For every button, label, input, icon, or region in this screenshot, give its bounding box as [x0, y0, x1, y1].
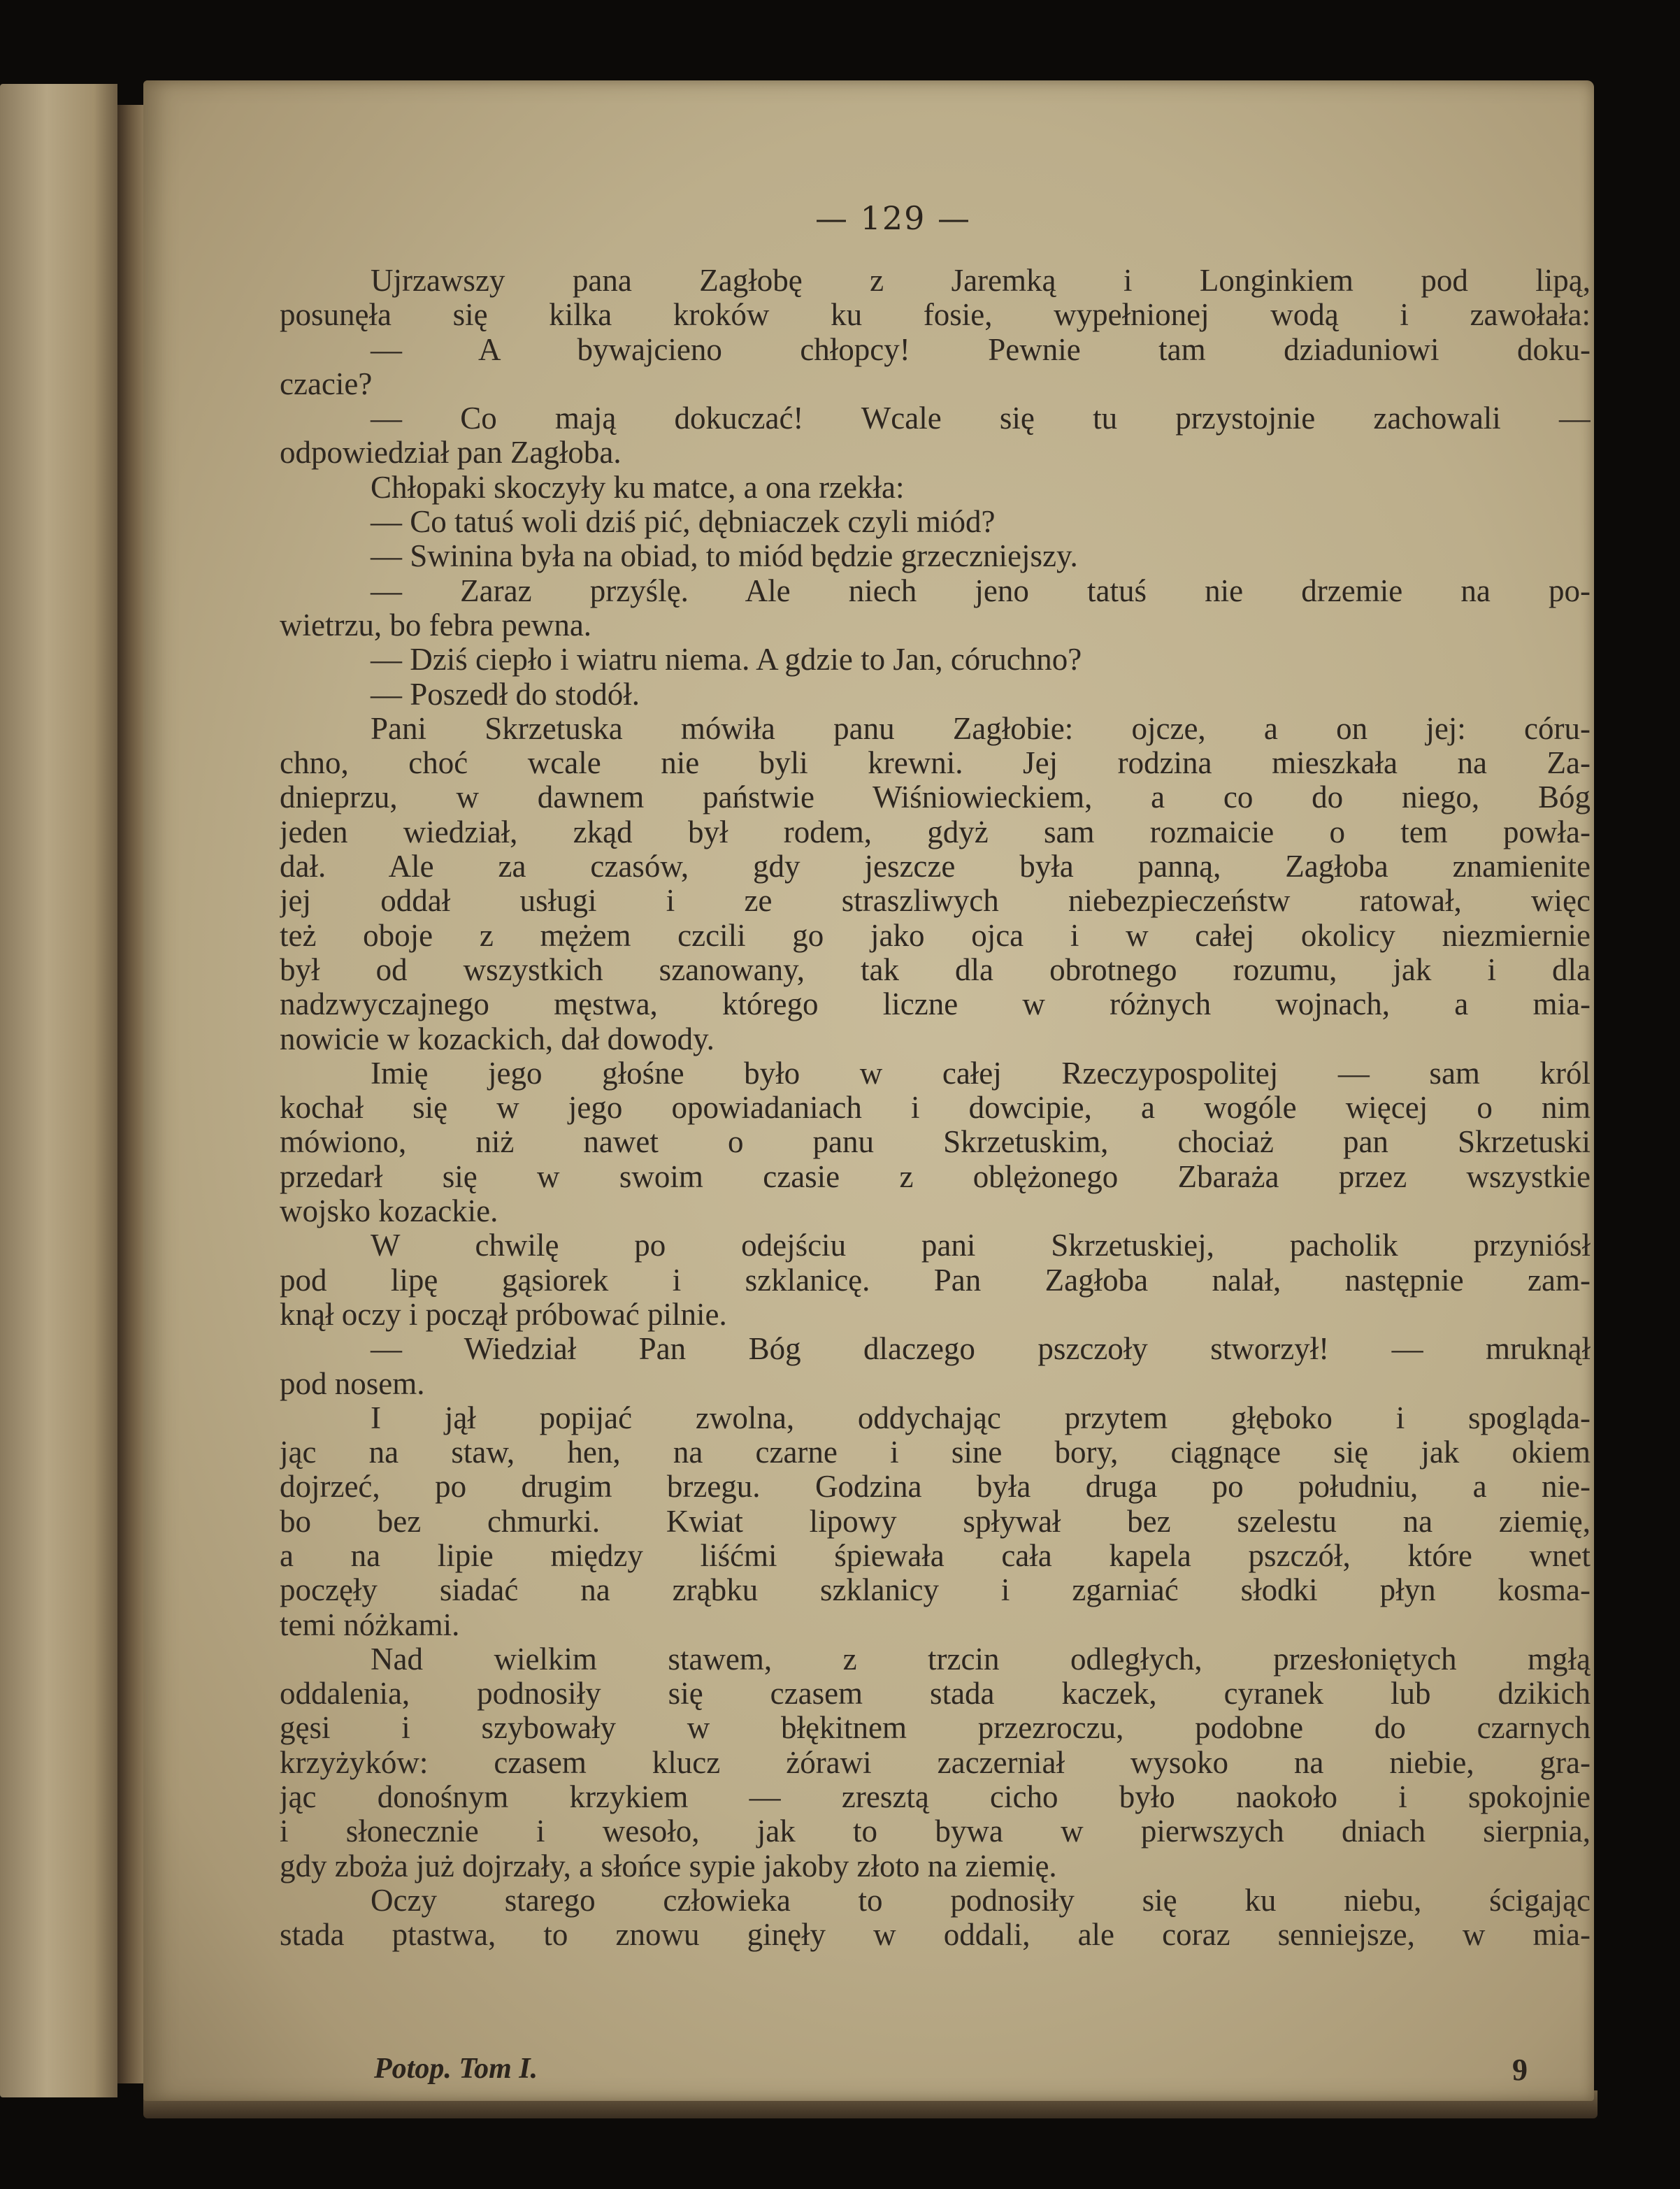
page-footer: [374, 2052, 1528, 2086]
text-line: dojrzeć, po drugim brzegu. Godzina była druga po południu, a nie-: [280, 1470, 1591, 1505]
page-number: — 129 —: [814, 199, 972, 237]
text-line: jąc donośnym krzykiem — zresztą cicho było naokoło i spokojnie: [280, 1780, 1591, 1815]
text-line: knął oczy i począł próbować pilnie.: [280, 1297, 727, 1332]
left-page-edge: [0, 84, 117, 2097]
text-line: wojsko kozackie.: [280, 1194, 498, 1229]
text-line: gęsi i szybowały w błękitnem przezroczu, podobne do czarnych: [280, 1711, 1591, 1746]
text-line: posunęła się kilka kroków ku fosie, wypełnionej wodą i zawołała:: [280, 298, 1591, 333]
footer-title: Potop. Tom I.: [374, 2053, 538, 2085]
text-line: Nad wielkim stawem, z trzcin odległych, przesłoniętych mgłą: [371, 1642, 1591, 1677]
text-line: krzyżyków: czasem klucz żórawi zaczerniał wysoko na niebie, gra-: [280, 1745, 1591, 1780]
text-line: a na lipie między liśćmi śpiewała cała kapela pszczół, które wnet: [280, 1538, 1591, 1573]
text-line: gdy zboża już dojrzały, a słońce sypie jakoby złoto na ziemię.: [280, 1849, 1057, 1883]
text-line: był od wszystkich szanowany, tak dla obrotnego rozumu, jak i dla: [280, 952, 1591, 987]
text-line: jeden wiedział, zkąd był rodem, gdyż sam rozmaicie o tem powła-: [280, 814, 1591, 849]
body-text: [280, 264, 1591, 1953]
text-line: Oczy starego człowieka to podnosiły się ku niebu, ścigając: [371, 1883, 1591, 1918]
text-line: — Co mają dokuczać! Wcale się tu przystojnie zachowali —: [371, 401, 1591, 436]
text-line: bo bez chmurki. Kwiat lipowy spływał bez szelestu na ziemię,: [280, 1504, 1591, 1539]
text-line: nadzwyczajnego męstwa, którego liczne w różnych wojnach, a mia-: [280, 987, 1591, 1022]
text-line: kochał się w jego opowiadaniach i dowcipie, a wogóle więcej o nim: [280, 1091, 1591, 1126]
text-line: — Wiedział Pan Bóg dlaczego pszczoły stworzył! — mruknął: [371, 1332, 1591, 1367]
text-line: pod nosem.: [280, 1366, 425, 1401]
text-line: poczęły siadać na zrąbku szklanicy i zgarniać słodki płyn kosma-: [280, 1573, 1591, 1608]
text-line: stada ptastwa, to znowu ginęły w oddali, ale coraz senniejsze, w mia-: [280, 1918, 1591, 1953]
text-line: też oboje z mężem czcili go jako ojca i w całej okolicy niezmiernie: [280, 918, 1591, 953]
text-line: chno, choć wcale nie byli krewni. Jej rodzina mieszkała na Za-: [280, 746, 1591, 781]
text-line: mówiono, niż nawet o panu Skrzetuskim, chociaż pan Skrzetuski: [280, 1125, 1591, 1160]
text-line: czacie?: [280, 366, 373, 401]
book-spine: [117, 105, 145, 2083]
text-line: — A bywajcieno chłopcy! Pewnie tam dziaduniowi doku-: [371, 332, 1591, 367]
text-line: nowicie w kozackich, dał dowody.: [280, 1021, 715, 1056]
text-line: jąc na staw, hen, na czarne i sine bory, ciągnące się jak okiem: [280, 1435, 1591, 1470]
text-line: pod lipę gąsiorek i szklanicę. Pan Zagłoba nalał, następnie zam-: [280, 1263, 1591, 1298]
text-line: i słonecznie i wesoło, jak to bywa w pierwszych dniach sierpnia,: [280, 1814, 1591, 1849]
text-line: temi nóżkami.: [280, 1607, 460, 1642]
text-line: Imię jego głośne było w całej Rzeczypospolitej — sam król: [371, 1056, 1591, 1091]
text-line: Chłopaki skoczyły ku matce, a ona rzekła:: [371, 470, 905, 505]
text-line: odpowiedział pan Zagłoba.: [280, 436, 622, 471]
text-line: Ujrzawszy pana Zagłobę z Jaremką i Longinkiem pod lipą,: [371, 264, 1591, 298]
text-line: W chwilę po odejściu pani Skrzetuskiej, pacholik przyniósł: [371, 1228, 1591, 1263]
text-line: Pani Skrzetuska mówiła panu Zagłobie: ojcze, a on jej: córu-: [371, 711, 1591, 746]
text-line: jej oddał usługi i ze straszliwych niebezpieczeństw ratował, więc: [280, 884, 1591, 919]
text-line: — Dziś ciepło i wiatru niema. A gdzie to Jan, córuchno?: [371, 643, 1082, 677]
text-line: — Co tatuś woli dziś pić, dębniaczek czyli miód?: [371, 505, 996, 540]
page-header: [143, 199, 1594, 237]
book-page: [143, 80, 1594, 2101]
text-line: przedarł się w swoim czasie z oblężonego Zbaraża przez wszystkie: [280, 1159, 1591, 1194]
text-line: oddalenia, podnosiły się czasem stada kaczek, cyranek lub dzikich: [280, 1677, 1591, 1711]
text-line: — Swinina była na obiad, to miód będzie grzeczniejszy.: [371, 539, 1078, 574]
text-line: — Poszedł do stodół.: [371, 677, 640, 712]
text-line: — Zaraz przyślę. Ale niech jeno tatuś nie drzemie na po-: [371, 573, 1591, 608]
text-line: dał. Ale za czasów, gdy jeszcze była panną, Zagłoba znamienite: [280, 849, 1591, 884]
signature-mark: 9: [1512, 2053, 1528, 2087]
text-line: I jął popijać zwolna, oddychając przytem głęboko i spoglądа-: [371, 1400, 1591, 1435]
text-line: wietrzu, bo febra pewna.: [280, 608, 592, 643]
text-line: dnieprzu, w dawnem państwie Wiśniowieckiem, a co do niego, Bóg: [280, 780, 1591, 815]
